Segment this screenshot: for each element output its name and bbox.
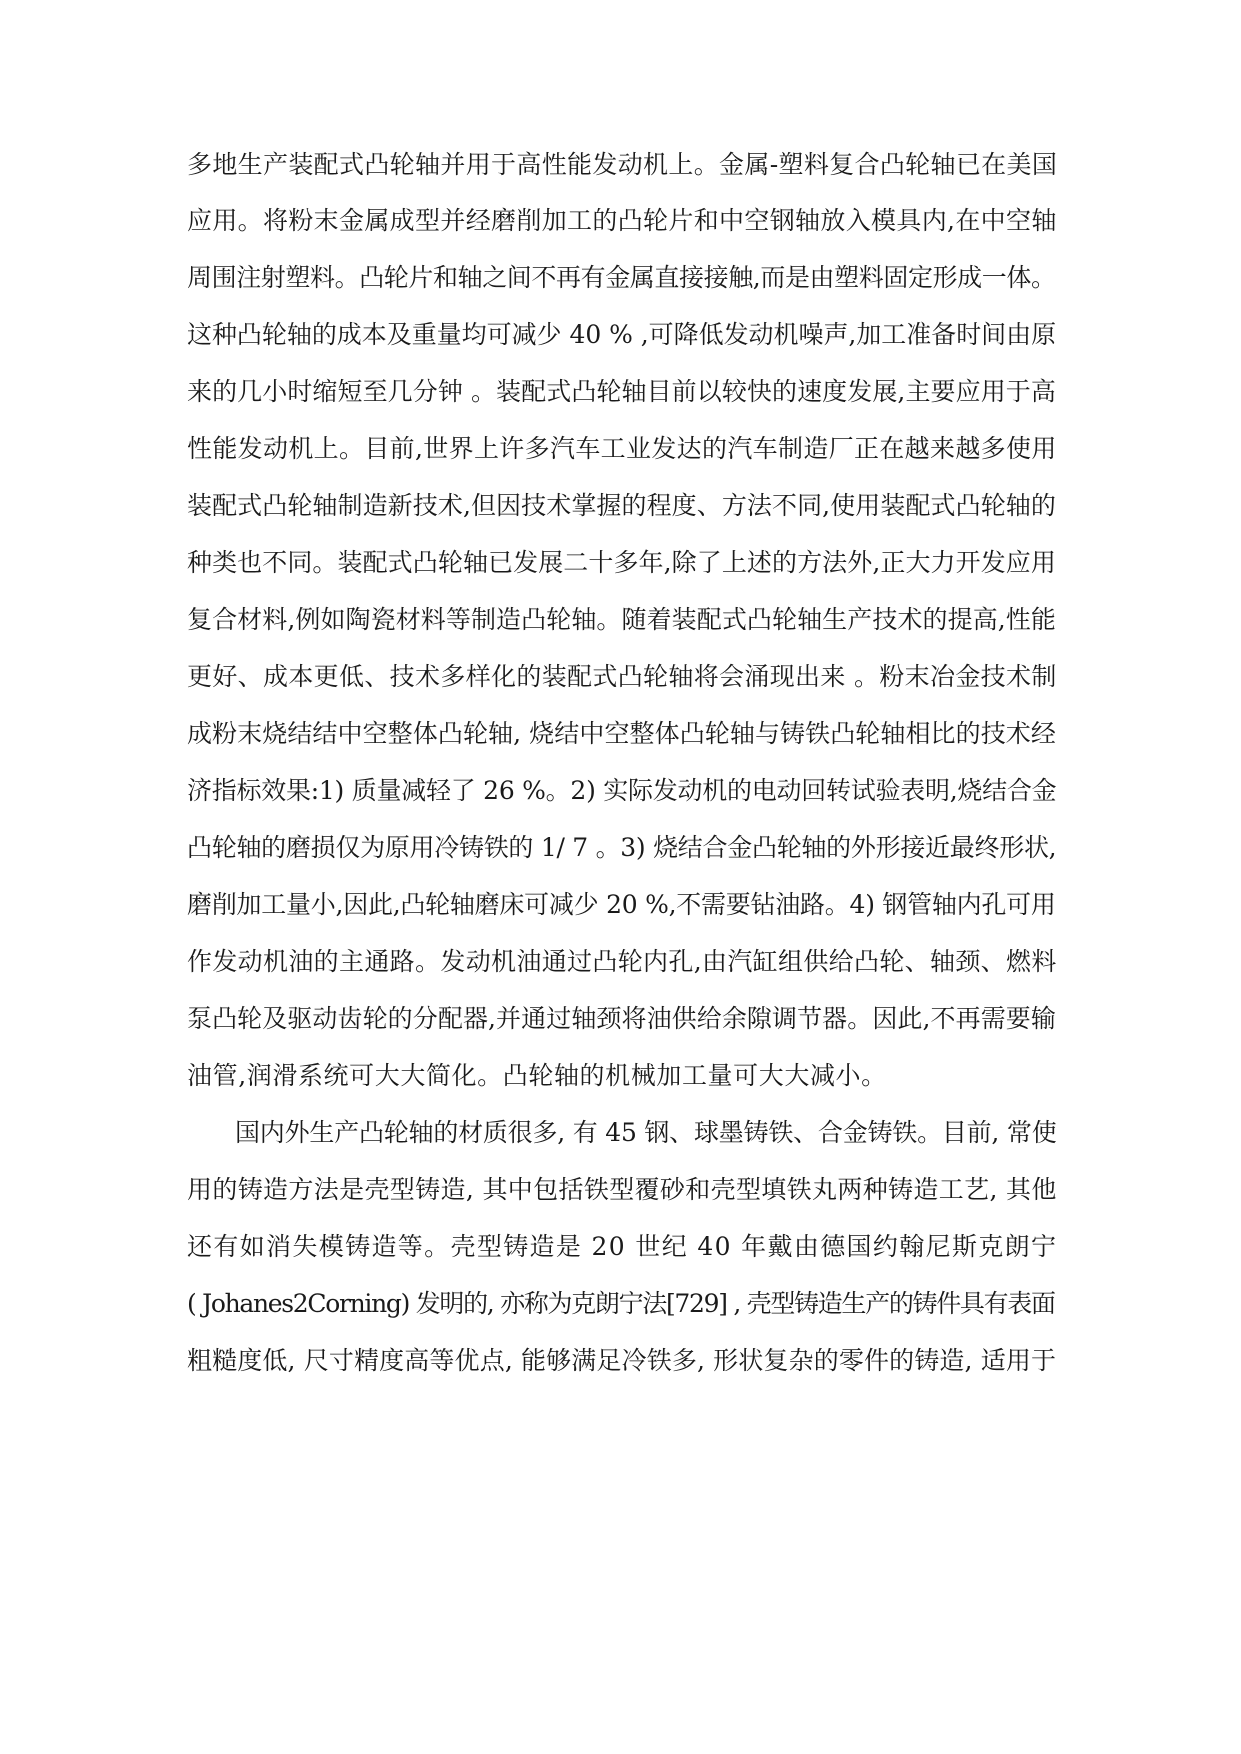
text-line: 复合材料,例如陶瓷材料等制造凸轮轴。随着装配式凸轮轴生产技术的提高,性能 <box>187 605 1056 634</box>
text-line: 油管,润滑系统可大大简化。凸轮轴的机械加工量可大大减小。 <box>187 1061 887 1090</box>
text-line: 磨削加工量小,因此,凸轮轴磨床可减少 20 %,不需要钻油路。4) 钢管轴内孔可用 <box>187 890 1056 919</box>
text-line: 还有如消失模铸造等。壳型铸造是 20 世纪 40 年戴由德国约翰尼斯克朗宁 <box>187 1232 1058 1261</box>
text-line: 济指标效果:1) 质量减轻了 26 %。2) 实际发动机的电动回转试验表明,烧结合金 <box>187 776 1057 805</box>
text-line: 更好、成本更低、技术多样化的装配式凸轮轴将会涌现出来 。粉末冶金技术制 <box>187 662 1057 691</box>
text-line: ( Johanes2Corning) 发明的, 亦称为克朗宁法[729] , 壳型铸造生产的铸件具有表面 <box>187 1289 1055 1318</box>
text-line: 这种凸轮轴的成本及重量均可减少 40 % ,可降低发动机噪声,加工准备时间由原 <box>187 320 1057 349</box>
text-line: 周围注射塑料。凸轮片和轴之间不再有金属直接接触,而是由塑料固定形成一体。 <box>187 263 1056 292</box>
text-line: 粗糙度低, 尺寸精度高等优点, 能够满足冷铁多, 形状复杂的零件的铸造, 适用于 <box>187 1346 1057 1375</box>
text-line: 泵凸轮及驱动齿轮的分配器,并通过轴颈将油供给余隙调节器。因此,不再需要输 <box>187 1004 1056 1033</box>
text-line: 多地生产装配式凸轮轴并用于高性能发动机上。金属-塑料复合凸轮轴已在美国 <box>187 150 1058 179</box>
text-line: 性能发动机上。目前,世界上许多汽车工业发达的汽车制造厂正在越来越多使用 <box>187 434 1057 463</box>
text-line: 用的铸造方法是壳型铸造, 其中包括铁型覆砂和壳型填铁丸两种铸造工艺, 其他 <box>187 1175 1057 1204</box>
text-line: 成粉末烧结结中空整体凸轮轴, 烧结中空整体凸轮轴与铸铁凸轮轴相比的技术经 <box>187 719 1056 748</box>
text-line: 种类也不同。装配式凸轮轴已发展二十多年,除了上述的方法外,正大力开发应用 <box>187 548 1056 577</box>
text-line: 来的几小时缩短至几分钟 。装配式凸轮轴目前以较快的速度发展,主要应用于高 <box>187 377 1056 406</box>
text-line: 凸轮轴的磨损仅为原用冷铸铁的 1/ 7 。3) 烧结合金凸轮轴的外形接近最终形状, <box>187 833 1057 862</box>
text-line: 作发动机油的主通路。发动机油通过凸轮内孔,由汽缸组供给凸轮、轴颈、燃料 <box>187 947 1057 976</box>
text-line-indented: 国内外生产凸轮轴的材质很多, 有 45 钢、球墨铸铁、合金铸铁。目前, 常使 <box>235 1118 1057 1147</box>
text-line: 应用。将粉末金属成型并经磨削加工的凸轮片和中空钢轴放入模具内,在中空轴 <box>187 206 1057 235</box>
text-line: 装配式凸轮轴制造新技术,但因技术掌握的程度、方法不同,使用装配式凸轮轴的 <box>187 491 1056 520</box>
